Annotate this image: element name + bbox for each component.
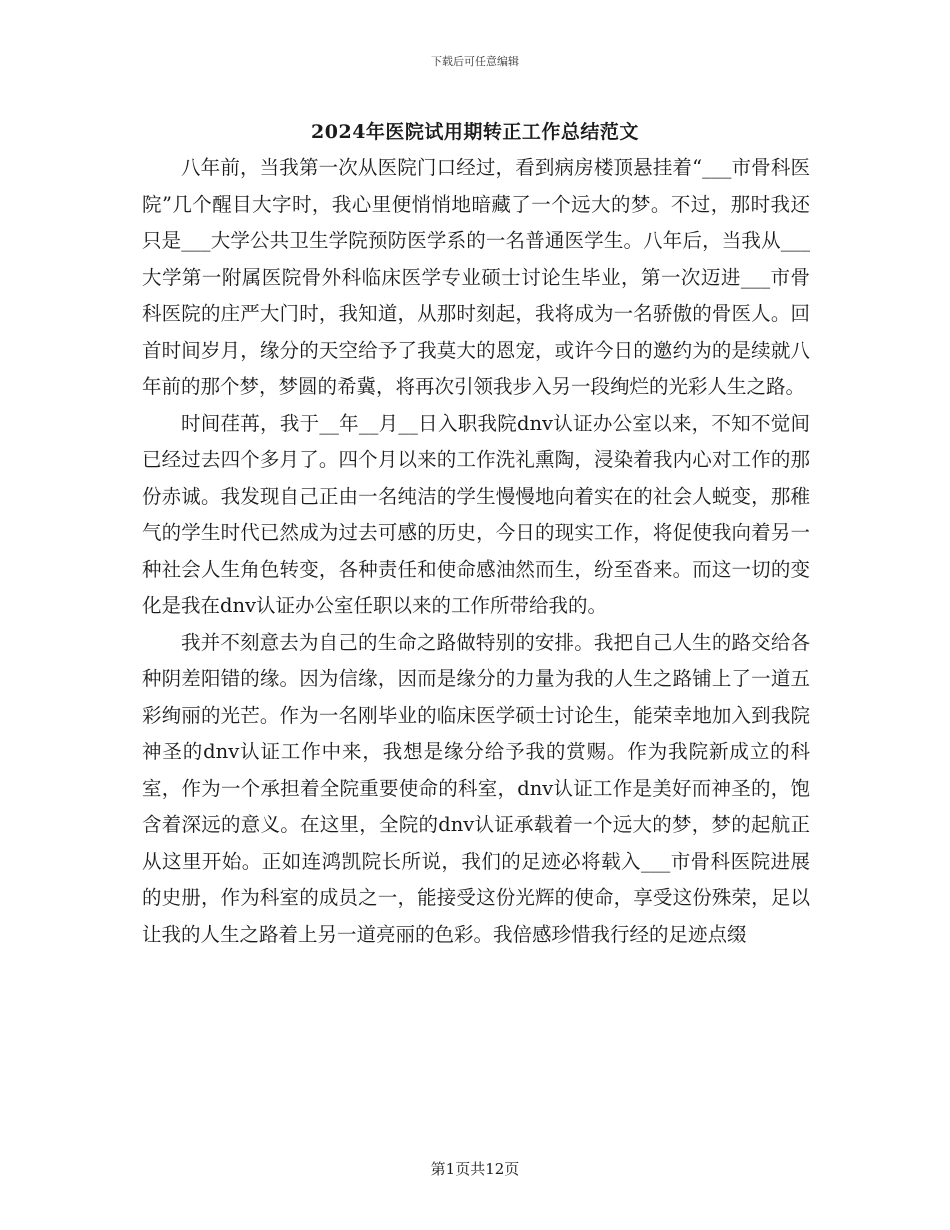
paragraph-1: 八年前，当我第一次从医院门口经过，看到病房楼顶悬挂着“___市骨科医院”几个醒目大字时，我心里便悄悄地暗藏了一个远大的梦。不过，那时我还只是___大学公共卫生学院预防医学系的一名普通医学生。八年后，当我从___大学第一附属医院骨外科临床医学专业硕士讨论生毕业，第一次迈进___市骨科医院的庄严大门时，我知道，从那时刻起，我将成为一名骄傲的骨医人。回首时间岁月，缘分的天空给予了我莫大的恩宠，或许今日的邀约为的是续就八年前的那个梦，梦圆的希冀，将再次引领我步入另一段绚烂的光彩人生之路。	[142, 156, 810, 398]
page-number: 第1页共12页	[430, 1160, 520, 1178]
document-body	[142, 150, 810, 953]
document-title: 2024年医院试用期转正工作总结范文	[311, 121, 639, 143]
paragraph-3: 我并不刻意去为自己的生命之路做特别的安排。我把自己人生的路交给各种阴差阳错的缘。因为信缘，因而是缘分的力量为我的人生之路铺上了一道五彩绚丽的光芒。作为一名刚毕业的临床医学硕士讨论生，能荣幸地加入到我院神圣的dnv认证工作中来，我想是缘分给予我的赏赐。作为我院新成立的科室，作为一个承担着全院重要使命的科室，dnv认证工作是美好而神圣的，饱含着深远的意义。在这里，全院的dnv认证承载着一个远大的梦，梦的起航正从这里开始。正如连鸿凯院长所说，我们的足迹必将载入___市骨科医院进展的史册，作为科室的成员之一，能接受这份光辉的使命，享受这份殊荣，足以让我的人生之路着上另一道亮丽的色彩。我倍感珍惜我行经的足迹点缀	[142, 630, 810, 946]
page-header-note: 下载后可任意编辑	[431, 55, 519, 68]
paragraph-2: 时间荏苒，我于__年__月__日入职我院dnv认证办公室以来，不知不觉间已经过去四个多月了。四个月以来的工作洗礼熏陶，浸染着我内心对工作的那份赤诚。我发现自己正由一名纯洁的学生慢慢地向着实在的社会人蜕变，那稚气的学生时代已然成为过去可感的历史，今日的现实工作，将促使我向着另一种社会人生角色转变，各种责任和使命感油然而生，纷至沓来。而这一切的变化是我在dnv认证办公室任职以来的工作所带给我的。	[142, 411, 810, 617]
